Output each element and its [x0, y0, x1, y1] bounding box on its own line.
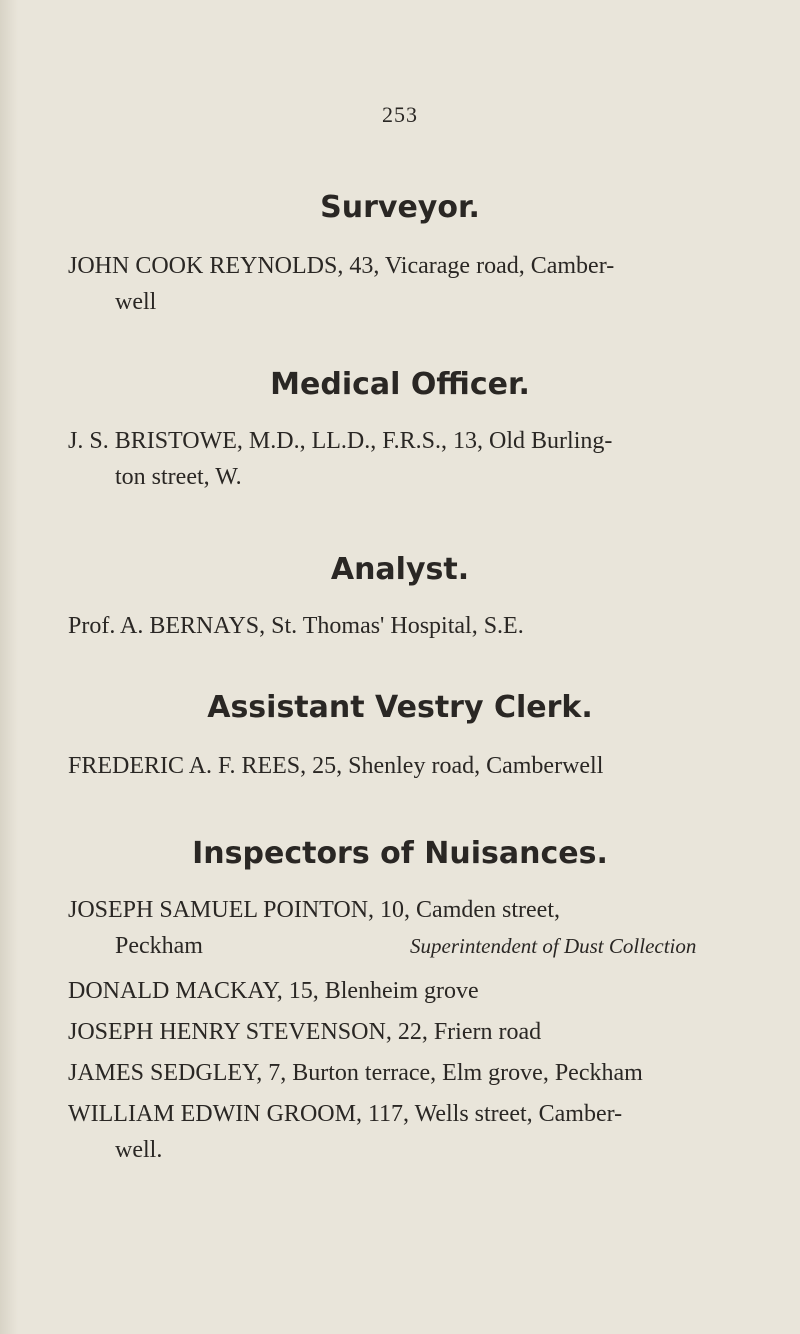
entry-line: WILLIAM EDWIN GROOM, 117, Wells street, Camber- [68, 1101, 623, 1127]
entry-surveyor [68, 248, 718, 320]
heading-surveyor: Surveyor. [320, 190, 480, 225]
entry-line: JOSEPH SAMUEL POINTON, 10, Camden street, [68, 897, 560, 923]
entry-inspector-stevenson [68, 1014, 718, 1050]
heading-assistant-vestry-clerk: Assistant Vestry Clerk. [207, 690, 593, 725]
entry-line-continued: ton street, W. [115, 464, 242, 490]
entry-line-continued: Peckham [115, 933, 203, 959]
entry-line: Prof. A. BERNAYS, St. Thomas' Hospital, S.E. [68, 613, 524, 639]
entry-inspector-sedgley [68, 1055, 718, 1091]
entry-assistant-vestry-clerk [68, 748, 718, 784]
page-number: 253 [382, 102, 418, 127]
entry-line: JOSEPH HENRY STEVENSON, 22, Friern road [68, 1019, 542, 1045]
entry-note: Superintendent of Dust Collection [410, 934, 697, 958]
entry-line: JOHN COOK REYNOLDS, 43, Vicarage road, Camber- [68, 253, 615, 279]
entry-inspector-pointon [68, 892, 718, 964]
entry-medical-officer [68, 423, 718, 495]
entry-analyst [68, 608, 718, 644]
heading-medical-officer: Medical Officer. [270, 367, 530, 402]
entry-line-continued: well. [115, 1137, 163, 1163]
entry-line: JAMES SEDGLEY, 7, Burton terrace, Elm grove, Peckham [68, 1060, 643, 1086]
entry-line-continued: well [115, 289, 157, 315]
entry-inspector-mackay [68, 973, 718, 1009]
entry-line: DONALD MACKAY, 15, Blenheim grove [68, 978, 479, 1004]
entry-line: FREDERIC A. F. REES, 25, Shenley road, Camberwell [68, 753, 604, 779]
heading-analyst: Analyst. [330, 552, 470, 587]
entry-inspector-groom [68, 1096, 718, 1168]
heading-inspectors-of-nuisances: Inspectors of Nuisances. [192, 836, 608, 871]
entry-line: J. S. BRISTOWE, M.D., LL.D., F.R.S., 13, Old Burling- [68, 428, 613, 454]
